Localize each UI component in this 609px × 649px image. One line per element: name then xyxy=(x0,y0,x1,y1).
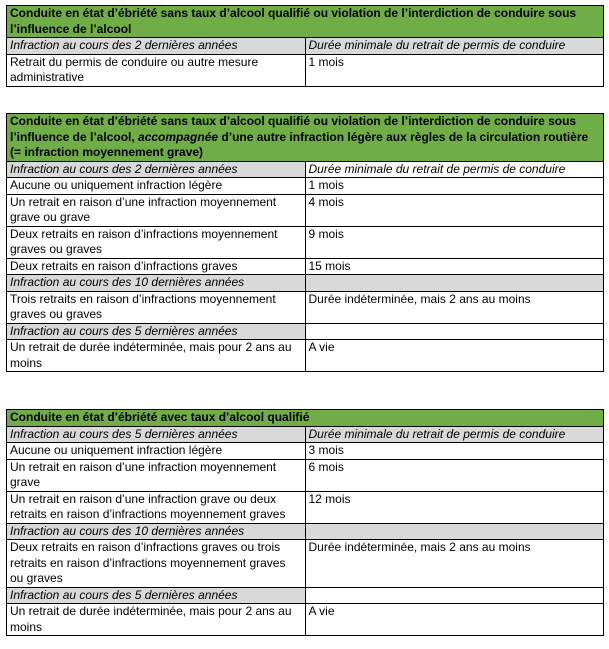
infraction-cell: Retrait du permis de conduire ou autre mesure administrative xyxy=(7,54,306,86)
column-header-duree: Durée minimale du retrait de permis de conduire xyxy=(305,38,604,55)
table-row xyxy=(7,604,604,636)
section-label: Infraction au cours des 5 dernières années xyxy=(7,323,306,340)
table-row xyxy=(7,54,604,86)
infraction-cell: Deux retraits en raison d’infractions graves xyxy=(7,258,306,275)
table-title: Conduite en état d’ébriété avec taux d’alcool qualifié xyxy=(7,410,604,427)
infraction-cell: Aucune ou uniquement infraction légère xyxy=(7,178,306,195)
section-label: Infraction au cours des 10 dernières années xyxy=(7,275,306,292)
infraction-cell: Deux retraits en raison d’infractions moyennement graves ou graves xyxy=(7,226,306,258)
duree-cell: 1 mois xyxy=(305,54,604,86)
table-row xyxy=(7,226,604,258)
column-header-infraction: Infraction au cours des 5 dernières années xyxy=(7,426,306,443)
infraction-cell: Trois retraits en raison d’infractions moyennement graves ou graves xyxy=(7,291,306,323)
section-label: Infraction au cours des 10 dernières années xyxy=(7,523,306,540)
table-row xyxy=(7,340,604,372)
column-header-row xyxy=(7,161,604,178)
section-label: Infraction au cours des 5 dernières années xyxy=(7,587,306,604)
infraction-cell: Un retrait en raison d’une infraction moyennement grave ou grave xyxy=(7,194,306,226)
table-alcool-avec-taux xyxy=(6,409,604,636)
infraction-cell: Un retrait de durée indéterminée, mais pour 2 ans au moins xyxy=(7,340,306,372)
section-empty-cell xyxy=(305,323,604,340)
column-header-duree: Durée minimale du retrait de permis de conduire xyxy=(305,161,604,178)
table-row xyxy=(7,459,604,491)
column-header-row xyxy=(7,426,604,443)
infraction-cell: Un retrait en raison d’une infraction moyennement grave xyxy=(7,459,306,491)
table-title: Conduite en état d’ébriété sans taux d’alcool qualifié ou violation de l’interdiction de conduire sous l’influence de l’alcool xyxy=(7,6,604,38)
duree-cell: A vie xyxy=(305,340,604,372)
section-empty-cell xyxy=(305,523,604,540)
section-empty-cell xyxy=(305,587,604,604)
table-row xyxy=(7,258,604,275)
infraction-cell: Deux retraits en raison d’infractions graves ou trois retraits en raison d’infractions moyennement graves ou graves xyxy=(7,540,306,588)
duree-cell: 15 mois xyxy=(305,258,604,275)
table-title-row xyxy=(7,6,604,38)
table-alcool-accompagnee xyxy=(6,113,604,372)
duree-cell: Durée indéterminée, mais 2 ans au moins xyxy=(305,540,604,588)
duree-cell: Durée indéterminée, mais 2 ans au moins xyxy=(305,291,604,323)
table-row xyxy=(7,443,604,460)
duree-cell: 3 mois xyxy=(305,443,604,460)
table-title-row xyxy=(7,410,604,427)
infraction-cell: Un retrait en raison d’une infraction grave ou deux retraits en raison d’infractions moyennement graves xyxy=(7,491,306,523)
duree-cell: 1 mois xyxy=(305,178,604,195)
title-part: d’une autre infraction légère aux règles de la circulation routière (= infraction moyennement grave) xyxy=(10,129,589,159)
table-alcool-sans-taux xyxy=(6,5,604,87)
duree-cell: 12 mois xyxy=(305,491,604,523)
section-empty-cell xyxy=(305,275,604,292)
title-emphasis: accompagnée xyxy=(138,129,219,144)
duree-cell: 4 mois xyxy=(305,194,604,226)
table-row xyxy=(7,491,604,523)
table-row xyxy=(7,178,604,195)
column-header-duree: Durée minimale du retrait de permis de conduire xyxy=(305,426,604,443)
infraction-cell: Aucune ou uniquement infraction légère xyxy=(7,443,306,460)
table-row xyxy=(7,291,604,323)
infraction-cell: Un retrait de durée indéterminée, mais pour 2 ans au moins xyxy=(7,604,306,636)
column-header-infraction: Infraction au cours des 2 dernières années xyxy=(7,38,306,55)
table-title-row xyxy=(7,114,604,162)
duree-cell: 9 mois xyxy=(305,226,604,258)
table-row xyxy=(7,540,604,588)
section-row xyxy=(7,523,604,540)
section-row xyxy=(7,587,604,604)
section-row xyxy=(7,275,604,292)
section-row xyxy=(7,323,604,340)
table-title xyxy=(7,114,604,162)
duree-cell: A vie xyxy=(305,604,604,636)
duree-cell: 6 mois xyxy=(305,459,604,491)
column-header-row xyxy=(7,38,604,55)
table-row xyxy=(7,194,604,226)
title-part: Conduite en état d’ébriété sans taux d’alcool qualifié ou violation de l’interdiction de conduire sous l’influence de l’alcool, xyxy=(10,114,577,144)
column-header-infraction: Infraction au cours des 2 dernières années xyxy=(7,161,306,178)
